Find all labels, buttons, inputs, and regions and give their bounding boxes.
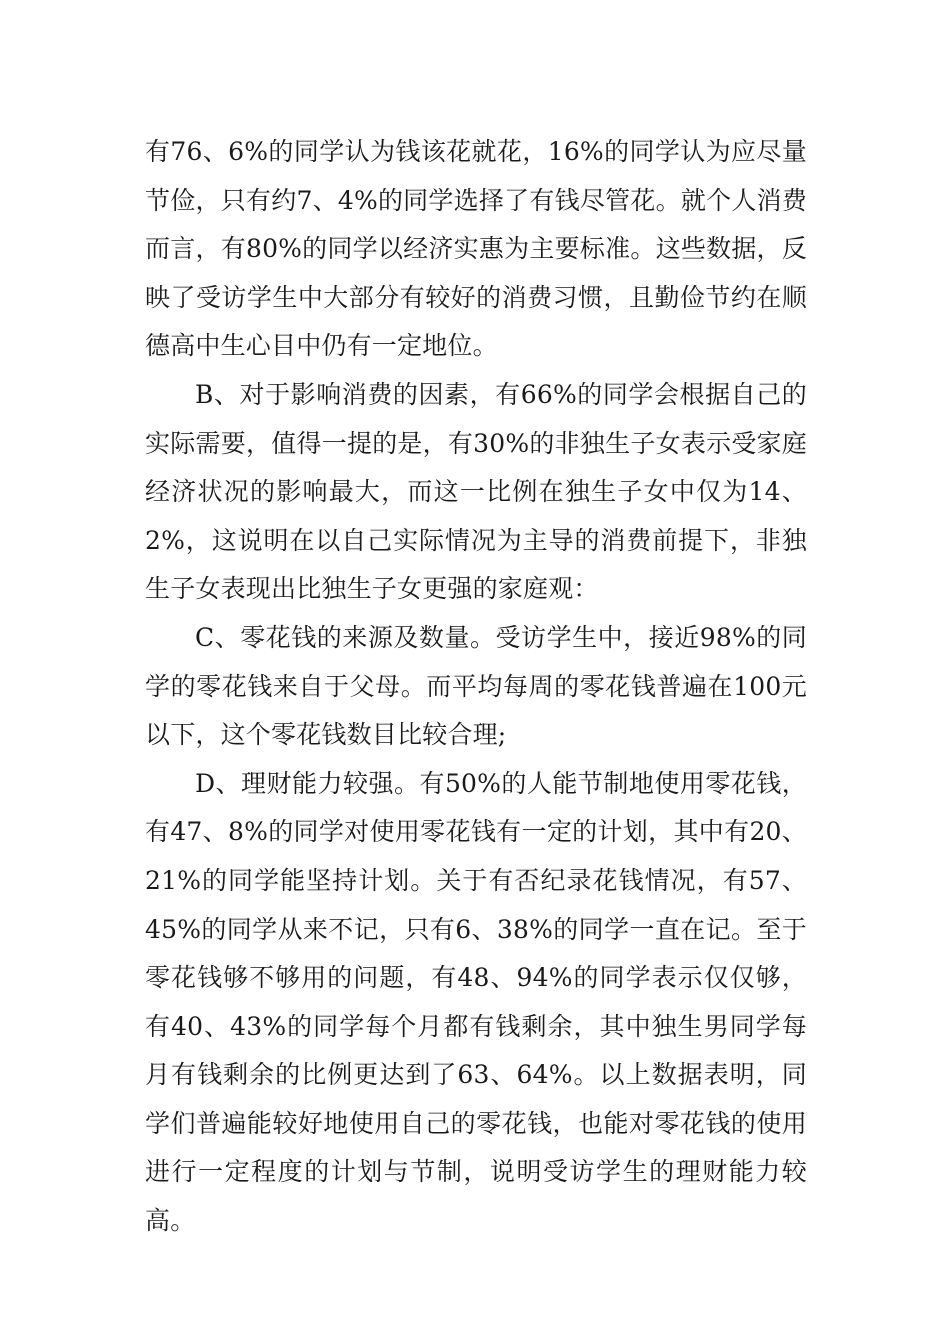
paragraph-c: C、零花钱的来源及数量。受访学生中，接近98%的同学的零花钱来自于父母。而平均每周的零花钱普遍在100元以下，这个零花钱数目比较合理; [145, 622, 807, 750]
paragraph-b: B、对于影响消费的因素，有66%的同学会根据自己的实际需要，值得一提的是，有30%的非独生子女表示受家庭经济状况的影响最大，而这一比例在独生子女中仅为14、2%，这说明在以自己实际情况为主导的消费前提下，非独生子女表现出比独生子女更强的家庭观： [145, 379, 807, 604]
document-body [145, 128, 807, 1246]
paragraph-d: D、理财能力较强。有50%的人能节制地使用零花钱，有47、8%的同学对使用零花钱有一定的计划，其中有20、21%的同学能坚持计划。关于有否纪录花钱情况，有57、45%的同学从来不记，只有6、38%的同学一直在记。至于零花钱够不够用的问题，有48、94%的同学表示仅仅够，有40、43%的同学每个月都有钱剩余，其中独生男同学每月有钱剩余的比例更达到了63、64%。以上数据表明，同学们普遍能较好地使用自己的零花钱，也能对零花钱的使用进行一定程度的计划与节制，说明受访学生的理财能力较高。 [145, 768, 807, 1236]
paragraph-a-continuation: 有76、6%的同学认为钱该花就花，16%的同学认为应尽量节俭，只有约7、4%的同学选择了有钱尽管花。就个人消费而言，有80%的同学以经济实惠为主要标准。这些数据，反映了受访学生中大部分有较好的消费习惯，且勤俭节约在顺德高中生心目中仍有一定地位。 [145, 137, 807, 361]
